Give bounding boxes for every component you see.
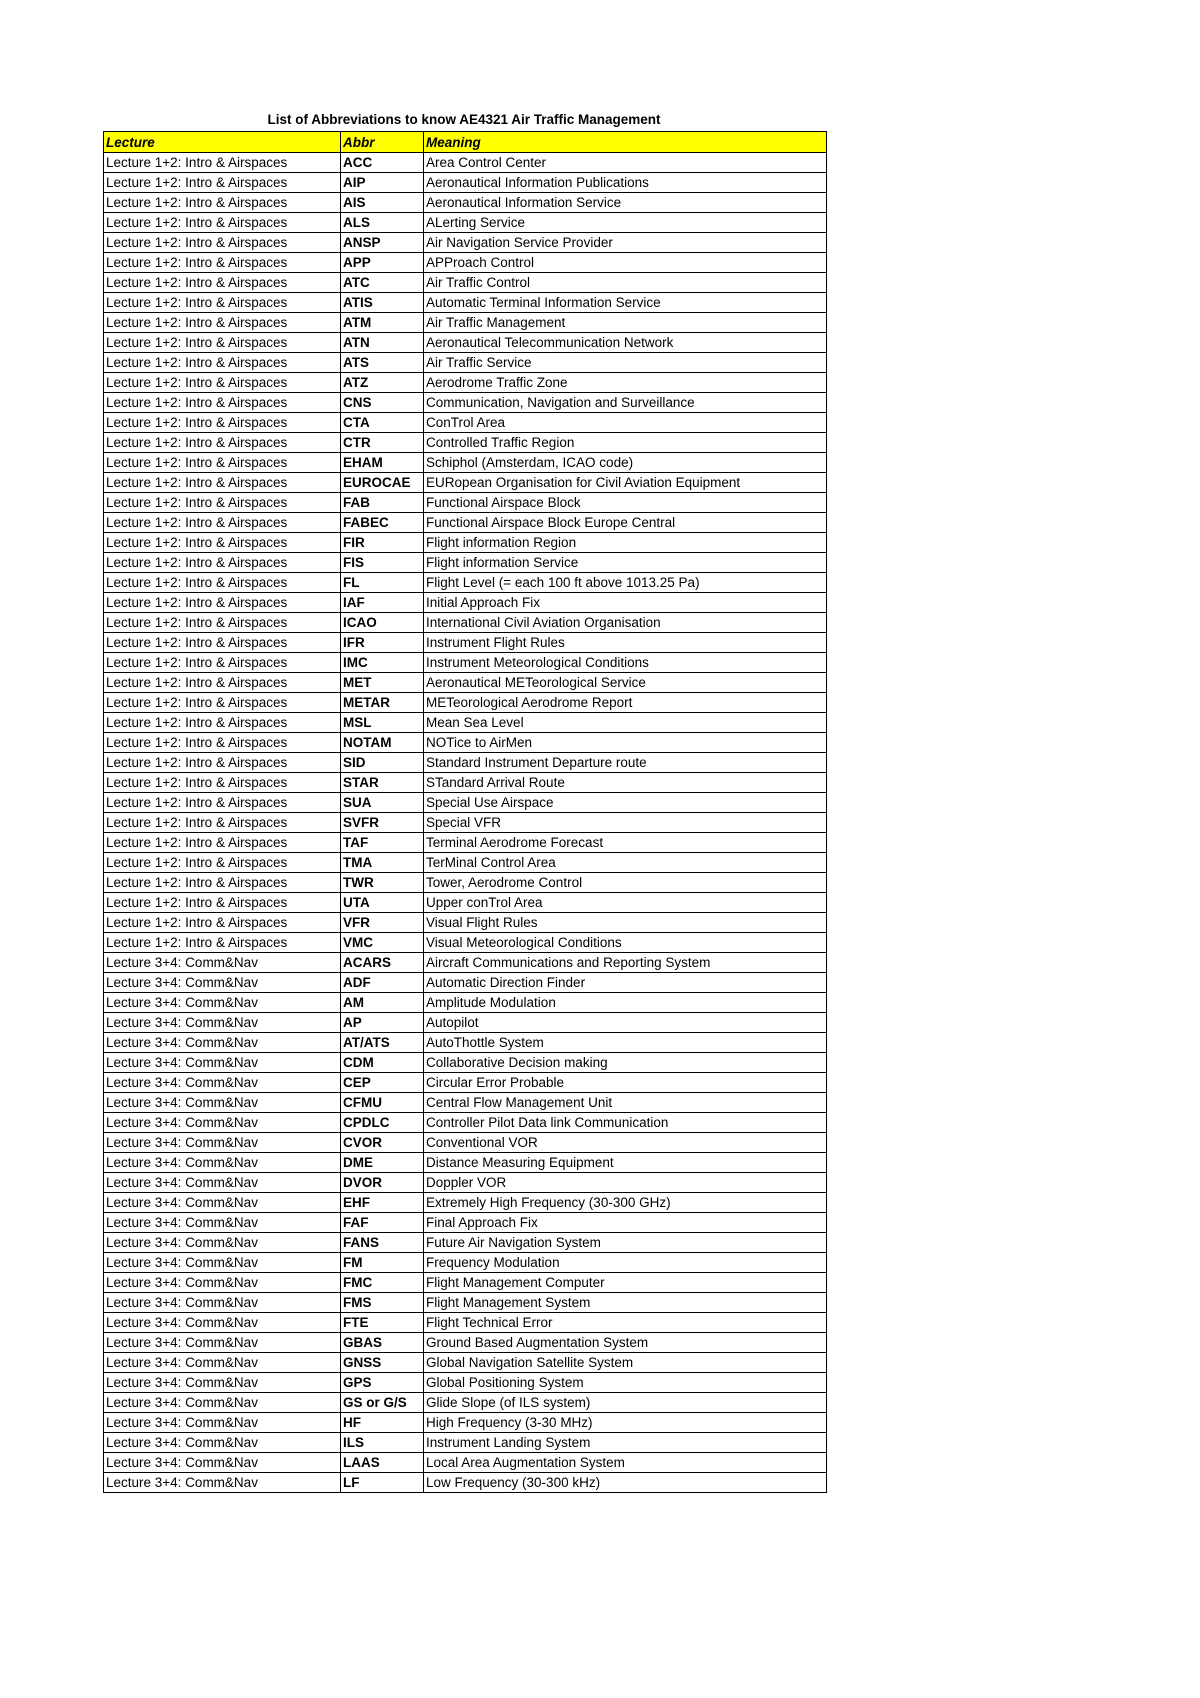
cell-abbr: CTR <box>341 433 424 453</box>
table-row <box>104 853 827 873</box>
cell-lecture: Lecture 1+2: Intro & Airspaces <box>104 733 341 753</box>
cell-abbr: FIS <box>341 553 424 573</box>
cell-meaning: Ground Based Augmentation System <box>424 1333 827 1353</box>
cell-abbr: EUROCAE <box>341 473 424 493</box>
document-title: List of Abbreviations to know AE4321 Air Traffic Management <box>267 112 661 127</box>
table-row <box>104 553 827 573</box>
cell-meaning: Schiphol (Amsterdam, ICAO code) <box>424 453 827 473</box>
table-row <box>104 773 827 793</box>
table-row <box>104 713 827 733</box>
cell-abbr: NOTAM <box>341 733 424 753</box>
cell-meaning: METeorological Aerodrome Report <box>424 693 827 713</box>
cell-lecture: Lecture 1+2: Intro & Airspaces <box>104 173 341 193</box>
table-row <box>104 733 827 753</box>
cell-lecture: Lecture 1+2: Intro & Airspaces <box>104 333 341 353</box>
table-row <box>104 493 827 513</box>
cell-abbr: FIR <box>341 533 424 553</box>
cell-meaning: Communication, Navigation and Surveillance <box>424 393 827 413</box>
table-row <box>104 633 827 653</box>
cell-meaning: Area Control Center <box>424 153 827 173</box>
cell-lecture: Lecture 1+2: Intro & Airspaces <box>104 573 341 593</box>
cell-meaning: Distance Measuring Equipment <box>424 1153 827 1173</box>
cell-abbr: FM <box>341 1253 424 1273</box>
header-lecture: Lecture <box>104 132 341 153</box>
cell-meaning: Aeronautical Information Service <box>424 193 827 213</box>
table-row <box>104 1093 827 1113</box>
table-row <box>104 1233 827 1253</box>
table-row <box>104 213 827 233</box>
table-row <box>104 1253 827 1273</box>
cell-meaning: Tower, Aerodrome Control <box>424 873 827 893</box>
cell-lecture: Lecture 3+4: Comm&Nav <box>104 1373 341 1393</box>
cell-meaning: Flight Management Computer <box>424 1273 827 1293</box>
cell-lecture: Lecture 3+4: Comm&Nav <box>104 1053 341 1073</box>
table-row <box>104 1273 827 1293</box>
table-row <box>104 273 827 293</box>
table-row <box>104 693 827 713</box>
cell-abbr: GS or G/S <box>341 1393 424 1413</box>
cell-meaning: Frequency Modulation <box>424 1253 827 1273</box>
table-row <box>104 313 827 333</box>
cell-lecture: Lecture 1+2: Intro & Airspaces <box>104 933 341 953</box>
table-row <box>104 1353 827 1373</box>
table-row <box>104 193 827 213</box>
cell-lecture: Lecture 3+4: Comm&Nav <box>104 1473 341 1493</box>
cell-abbr: IMC <box>341 653 424 673</box>
cell-lecture: Lecture 1+2: Intro & Airspaces <box>104 313 341 333</box>
table-row <box>104 1293 827 1313</box>
abbreviations-table <box>103 131 827 1493</box>
cell-abbr: TMA <box>341 853 424 873</box>
cell-meaning: TerMinal Control Area <box>424 853 827 873</box>
cell-abbr: CFMU <box>341 1093 424 1113</box>
cell-lecture: Lecture 3+4: Comm&Nav <box>104 993 341 1013</box>
cell-abbr: EHAM <box>341 453 424 473</box>
table-row <box>104 473 827 493</box>
cell-meaning: ConTrol Area <box>424 413 827 433</box>
cell-lecture: Lecture 3+4: Comm&Nav <box>104 1353 341 1373</box>
cell-lecture: Lecture 1+2: Intro & Airspaces <box>104 593 341 613</box>
cell-lecture: Lecture 1+2: Intro & Airspaces <box>104 793 341 813</box>
table-row <box>104 1153 827 1173</box>
cell-lecture: Lecture 1+2: Intro & Airspaces <box>104 853 341 873</box>
table-row <box>104 793 827 813</box>
cell-lecture: Lecture 3+4: Comm&Nav <box>104 1273 341 1293</box>
cell-meaning: Flight Management System <box>424 1293 827 1313</box>
table-row <box>104 673 827 693</box>
cell-lecture: Lecture 3+4: Comm&Nav <box>104 1453 341 1473</box>
table-row <box>104 593 827 613</box>
cell-lecture: Lecture 1+2: Intro & Airspaces <box>104 473 341 493</box>
cell-lecture: Lecture 3+4: Comm&Nav <box>104 973 341 993</box>
cell-abbr: CPDLC <box>341 1113 424 1133</box>
cell-meaning: Flight information Region <box>424 533 827 553</box>
cell-abbr: ACARS <box>341 953 424 973</box>
table-row <box>104 533 827 553</box>
cell-meaning: Upper conTrol Area <box>424 893 827 913</box>
table-row <box>104 253 827 273</box>
cell-abbr: DVOR <box>341 1173 424 1193</box>
table-row <box>104 913 827 933</box>
cell-abbr: ATM <box>341 313 424 333</box>
table-row <box>104 353 827 373</box>
cell-meaning: Air Traffic Control <box>424 273 827 293</box>
cell-meaning: Visual Flight Rules <box>424 913 827 933</box>
table-row <box>104 1073 827 1093</box>
table-row <box>104 433 827 453</box>
cell-abbr: AT/ATS <box>341 1033 424 1053</box>
cell-lecture: Lecture 3+4: Comm&Nav <box>104 1293 341 1313</box>
cell-meaning: Automatic Terminal Information Service <box>424 293 827 313</box>
cell-abbr: CEP <box>341 1073 424 1093</box>
table-row <box>104 1193 827 1213</box>
cell-abbr: ATN <box>341 333 424 353</box>
cell-meaning: International Civil Aviation Organisation <box>424 613 827 633</box>
cell-abbr: ATS <box>341 353 424 373</box>
cell-lecture: Lecture 1+2: Intro & Airspaces <box>104 693 341 713</box>
cell-lecture: Lecture 3+4: Comm&Nav <box>104 1313 341 1333</box>
cell-abbr: DME <box>341 1153 424 1173</box>
table-row <box>104 933 827 953</box>
cell-lecture: Lecture 1+2: Intro & Airspaces <box>104 833 341 853</box>
cell-meaning: Circular Error Probable <box>424 1073 827 1093</box>
cell-abbr: HF <box>341 1413 424 1433</box>
table-row <box>104 613 827 633</box>
table-row <box>104 1133 827 1153</box>
table-row <box>104 1333 827 1353</box>
cell-abbr: FMC <box>341 1273 424 1293</box>
cell-abbr: SUA <box>341 793 424 813</box>
cell-lecture: Lecture 1+2: Intro & Airspaces <box>104 653 341 673</box>
cell-meaning: Functional Airspace Block Europe Central <box>424 513 827 533</box>
table-row <box>104 833 827 853</box>
cell-meaning: Air Navigation Service Provider <box>424 233 827 253</box>
table-row <box>104 173 827 193</box>
cell-meaning: Standard Instrument Departure route <box>424 753 827 773</box>
cell-lecture: Lecture 1+2: Intro & Airspaces <box>104 873 341 893</box>
table-row <box>104 233 827 253</box>
cell-abbr: FABEC <box>341 513 424 533</box>
cell-lecture: Lecture 3+4: Comm&Nav <box>104 1233 341 1253</box>
cell-abbr: IFR <box>341 633 424 653</box>
cell-meaning: Flight Technical Error <box>424 1313 827 1333</box>
cell-meaning: Low Frequency (30-300 kHz) <box>424 1473 827 1493</box>
table-row <box>104 1013 827 1033</box>
cell-meaning: Aerodrome Traffic Zone <box>424 373 827 393</box>
cell-lecture: Lecture 1+2: Intro & Airspaces <box>104 193 341 213</box>
cell-meaning: NOTice to AirMen <box>424 733 827 753</box>
cell-meaning: Instrument Flight Rules <box>424 633 827 653</box>
cell-lecture: Lecture 1+2: Intro & Airspaces <box>104 213 341 233</box>
cell-abbr: FTE <box>341 1313 424 1333</box>
cell-abbr: GPS <box>341 1373 424 1393</box>
table-row <box>104 1433 827 1453</box>
cell-meaning: ALerting Service <box>424 213 827 233</box>
cell-abbr: IAF <box>341 593 424 613</box>
table-row <box>104 573 827 593</box>
cell-lecture: Lecture 3+4: Comm&Nav <box>104 1153 341 1173</box>
cell-lecture: Lecture 3+4: Comm&Nav <box>104 1213 341 1233</box>
cell-lecture: Lecture 3+4: Comm&Nav <box>104 1113 341 1133</box>
cell-meaning: Instrument Landing System <box>424 1433 827 1453</box>
cell-lecture: Lecture 1+2: Intro & Airspaces <box>104 353 341 373</box>
table-row <box>104 1113 827 1133</box>
cell-abbr: AIP <box>341 173 424 193</box>
cell-lecture: Lecture 1+2: Intro & Airspaces <box>104 393 341 413</box>
cell-lecture: Lecture 1+2: Intro & Airspaces <box>104 153 341 173</box>
cell-lecture: Lecture 1+2: Intro & Airspaces <box>104 713 341 733</box>
cell-lecture: Lecture 1+2: Intro & Airspaces <box>104 293 341 313</box>
table-row <box>104 993 827 1013</box>
cell-lecture: Lecture 1+2: Intro & Airspaces <box>104 373 341 393</box>
header-abbr: Abbr <box>341 132 424 153</box>
cell-abbr: FANS <box>341 1233 424 1253</box>
table-row <box>104 1213 827 1233</box>
table-row <box>104 1473 827 1493</box>
table-row <box>104 893 827 913</box>
table-row <box>104 373 827 393</box>
cell-abbr: METAR <box>341 693 424 713</box>
cell-lecture: Lecture 1+2: Intro & Airspaces <box>104 513 341 533</box>
cell-meaning: Controlled Traffic Region <box>424 433 827 453</box>
cell-meaning: Global Navigation Satellite System <box>424 1353 827 1373</box>
cell-abbr: ALS <box>341 213 424 233</box>
cell-lecture: Lecture 3+4: Comm&Nav <box>104 1033 341 1053</box>
table-row <box>104 333 827 353</box>
cell-lecture: Lecture 1+2: Intro & Airspaces <box>104 493 341 513</box>
cell-meaning: Initial Approach Fix <box>424 593 827 613</box>
cell-meaning: Functional Airspace Block <box>424 493 827 513</box>
cell-meaning: Automatic Direction Finder <box>424 973 827 993</box>
cell-lecture: Lecture 3+4: Comm&Nav <box>104 1133 341 1153</box>
cell-abbr: ILS <box>341 1433 424 1453</box>
table-row <box>104 1053 827 1073</box>
cell-abbr: UTA <box>341 893 424 913</box>
cell-abbr: MET <box>341 673 424 693</box>
cell-lecture: Lecture 3+4: Comm&Nav <box>104 1253 341 1273</box>
table-row <box>104 1413 827 1433</box>
cell-lecture: Lecture 1+2: Intro & Airspaces <box>104 533 341 553</box>
cell-lecture: Lecture 1+2: Intro & Airspaces <box>104 633 341 653</box>
table-row <box>104 1453 827 1473</box>
cell-meaning: Local Area Augmentation System <box>424 1453 827 1473</box>
table-row <box>104 513 827 533</box>
cell-meaning: Autopilot <box>424 1013 827 1033</box>
cell-abbr: EHF <box>341 1193 424 1213</box>
table-row <box>104 413 827 433</box>
cell-abbr: LF <box>341 1473 424 1493</box>
cell-abbr: FMS <box>341 1293 424 1313</box>
cell-meaning: Terminal Aerodrome Forecast <box>424 833 827 853</box>
cell-abbr: ATZ <box>341 373 424 393</box>
cell-abbr: GNSS <box>341 1353 424 1373</box>
cell-abbr: ADF <box>341 973 424 993</box>
cell-meaning: Global Positioning System <box>424 1373 827 1393</box>
cell-abbr: GBAS <box>341 1333 424 1353</box>
table-row <box>104 153 827 173</box>
cell-abbr: VFR <box>341 913 424 933</box>
cell-meaning: Special Use Airspace <box>424 793 827 813</box>
cell-lecture: Lecture 1+2: Intro & Airspaces <box>104 253 341 273</box>
table-row <box>104 293 827 313</box>
cell-lecture: Lecture 1+2: Intro & Airspaces <box>104 813 341 833</box>
cell-meaning: Instrument Meteorological Conditions <box>424 653 827 673</box>
cell-lecture: Lecture 1+2: Intro & Airspaces <box>104 613 341 633</box>
cell-abbr: VMC <box>341 933 424 953</box>
cell-meaning: Aeronautical Telecommunication Network <box>424 333 827 353</box>
cell-lecture: Lecture 3+4: Comm&Nav <box>104 1433 341 1453</box>
cell-abbr: STAR <box>341 773 424 793</box>
header-meaning: Meaning <box>424 132 827 153</box>
cell-meaning: Aircraft Communications and Reporting System <box>424 953 827 973</box>
cell-abbr: ATIS <box>341 293 424 313</box>
cell-abbr: CTA <box>341 413 424 433</box>
cell-lecture: Lecture 1+2: Intro & Airspaces <box>104 673 341 693</box>
cell-meaning: Flight information Service <box>424 553 827 573</box>
cell-lecture: Lecture 1+2: Intro & Airspaces <box>104 553 341 573</box>
cell-lecture: Lecture 3+4: Comm&Nav <box>104 1073 341 1093</box>
cell-lecture: Lecture 1+2: Intro & Airspaces <box>104 413 341 433</box>
cell-meaning: STandard Arrival Route <box>424 773 827 793</box>
cell-abbr: APP <box>341 253 424 273</box>
cell-lecture: Lecture 1+2: Intro & Airspaces <box>104 453 341 473</box>
cell-lecture: Lecture 3+4: Comm&Nav <box>104 1093 341 1113</box>
table-row <box>104 753 827 773</box>
table-header-row <box>104 132 827 153</box>
cell-meaning: Collaborative Decision making <box>424 1053 827 1073</box>
cell-abbr: LAAS <box>341 1453 424 1473</box>
table-row <box>104 453 827 473</box>
cell-meaning: Doppler VOR <box>424 1173 827 1193</box>
cell-abbr: FAF <box>341 1213 424 1233</box>
cell-abbr: SVFR <box>341 813 424 833</box>
cell-meaning: High Frequency (3-30 MHz) <box>424 1413 827 1433</box>
cell-abbr: ATC <box>341 273 424 293</box>
cell-lecture: Lecture 1+2: Intro & Airspaces <box>104 773 341 793</box>
cell-meaning: Controller Pilot Data link Communication <box>424 1113 827 1133</box>
cell-lecture: Lecture 1+2: Intro & Airspaces <box>104 273 341 293</box>
cell-lecture: Lecture 3+4: Comm&Nav <box>104 1333 341 1353</box>
cell-lecture: Lecture 1+2: Intro & Airspaces <box>104 913 341 933</box>
cell-lecture: Lecture 3+4: Comm&Nav <box>104 953 341 973</box>
cell-meaning: Glide Slope (of ILS system) <box>424 1393 827 1413</box>
table-row <box>104 1373 827 1393</box>
table-row <box>104 1173 827 1193</box>
cell-lecture: Lecture 3+4: Comm&Nav <box>104 1193 341 1213</box>
cell-meaning: Air Traffic Service <box>424 353 827 373</box>
table-row <box>104 973 827 993</box>
cell-meaning: Flight Level (= each 100 ft above 1013.25 Pa) <box>424 573 827 593</box>
cell-lecture: Lecture 3+4: Comm&Nav <box>104 1413 341 1433</box>
table-row <box>104 813 827 833</box>
cell-meaning: Final Approach Fix <box>424 1213 827 1233</box>
cell-abbr: AIS <box>341 193 424 213</box>
cell-lecture: Lecture 1+2: Intro & Airspaces <box>104 433 341 453</box>
cell-lecture: Lecture 3+4: Comm&Nav <box>104 1173 341 1193</box>
cell-abbr: AM <box>341 993 424 1013</box>
cell-abbr: CDM <box>341 1053 424 1073</box>
table-row <box>104 1313 827 1333</box>
cell-meaning: Extremely High Frequency (30-300 GHz) <box>424 1193 827 1213</box>
cell-meaning: Central Flow Management Unit <box>424 1093 827 1113</box>
cell-meaning: Amplitude Modulation <box>424 993 827 1013</box>
cell-meaning: Special VFR <box>424 813 827 833</box>
table-row <box>104 1393 827 1413</box>
cell-abbr: TWR <box>341 873 424 893</box>
cell-meaning: Future Air Navigation System <box>424 1233 827 1253</box>
table-row <box>104 1033 827 1053</box>
cell-meaning: Visual Meteorological Conditions <box>424 933 827 953</box>
cell-abbr: FL <box>341 573 424 593</box>
cell-abbr: SID <box>341 753 424 773</box>
cell-abbr: CNS <box>341 393 424 413</box>
cell-abbr: ICAO <box>341 613 424 633</box>
table-row <box>104 953 827 973</box>
cell-meaning: EURopean Organisation for Civil Aviation Equipment <box>424 473 827 493</box>
cell-abbr: ANSP <box>341 233 424 253</box>
cell-meaning: AutoThottle System <box>424 1033 827 1053</box>
table-row <box>104 393 827 413</box>
cell-lecture: Lecture 3+4: Comm&Nav <box>104 1013 341 1033</box>
cell-abbr: TAF <box>341 833 424 853</box>
cell-abbr: CVOR <box>341 1133 424 1153</box>
cell-meaning: Conventional VOR <box>424 1133 827 1153</box>
table-row <box>104 873 827 893</box>
cell-meaning: Aeronautical METeorological Service <box>424 673 827 693</box>
cell-lecture: Lecture 3+4: Comm&Nav <box>104 1393 341 1413</box>
cell-abbr: MSL <box>341 713 424 733</box>
table-body <box>104 153 827 1493</box>
cell-abbr: AP <box>341 1013 424 1033</box>
cell-lecture: Lecture 1+2: Intro & Airspaces <box>104 233 341 253</box>
table-row <box>104 653 827 673</box>
cell-meaning: APProach Control <box>424 253 827 273</box>
cell-meaning: Mean Sea Level <box>424 713 827 733</box>
cell-meaning: Aeronautical Information Publications <box>424 173 827 193</box>
cell-abbr: ACC <box>341 153 424 173</box>
cell-lecture: Lecture 1+2: Intro & Airspaces <box>104 893 341 913</box>
cell-lecture: Lecture 1+2: Intro & Airspaces <box>104 753 341 773</box>
cell-meaning: Air Traffic Management <box>424 313 827 333</box>
cell-abbr: FAB <box>341 493 424 513</box>
